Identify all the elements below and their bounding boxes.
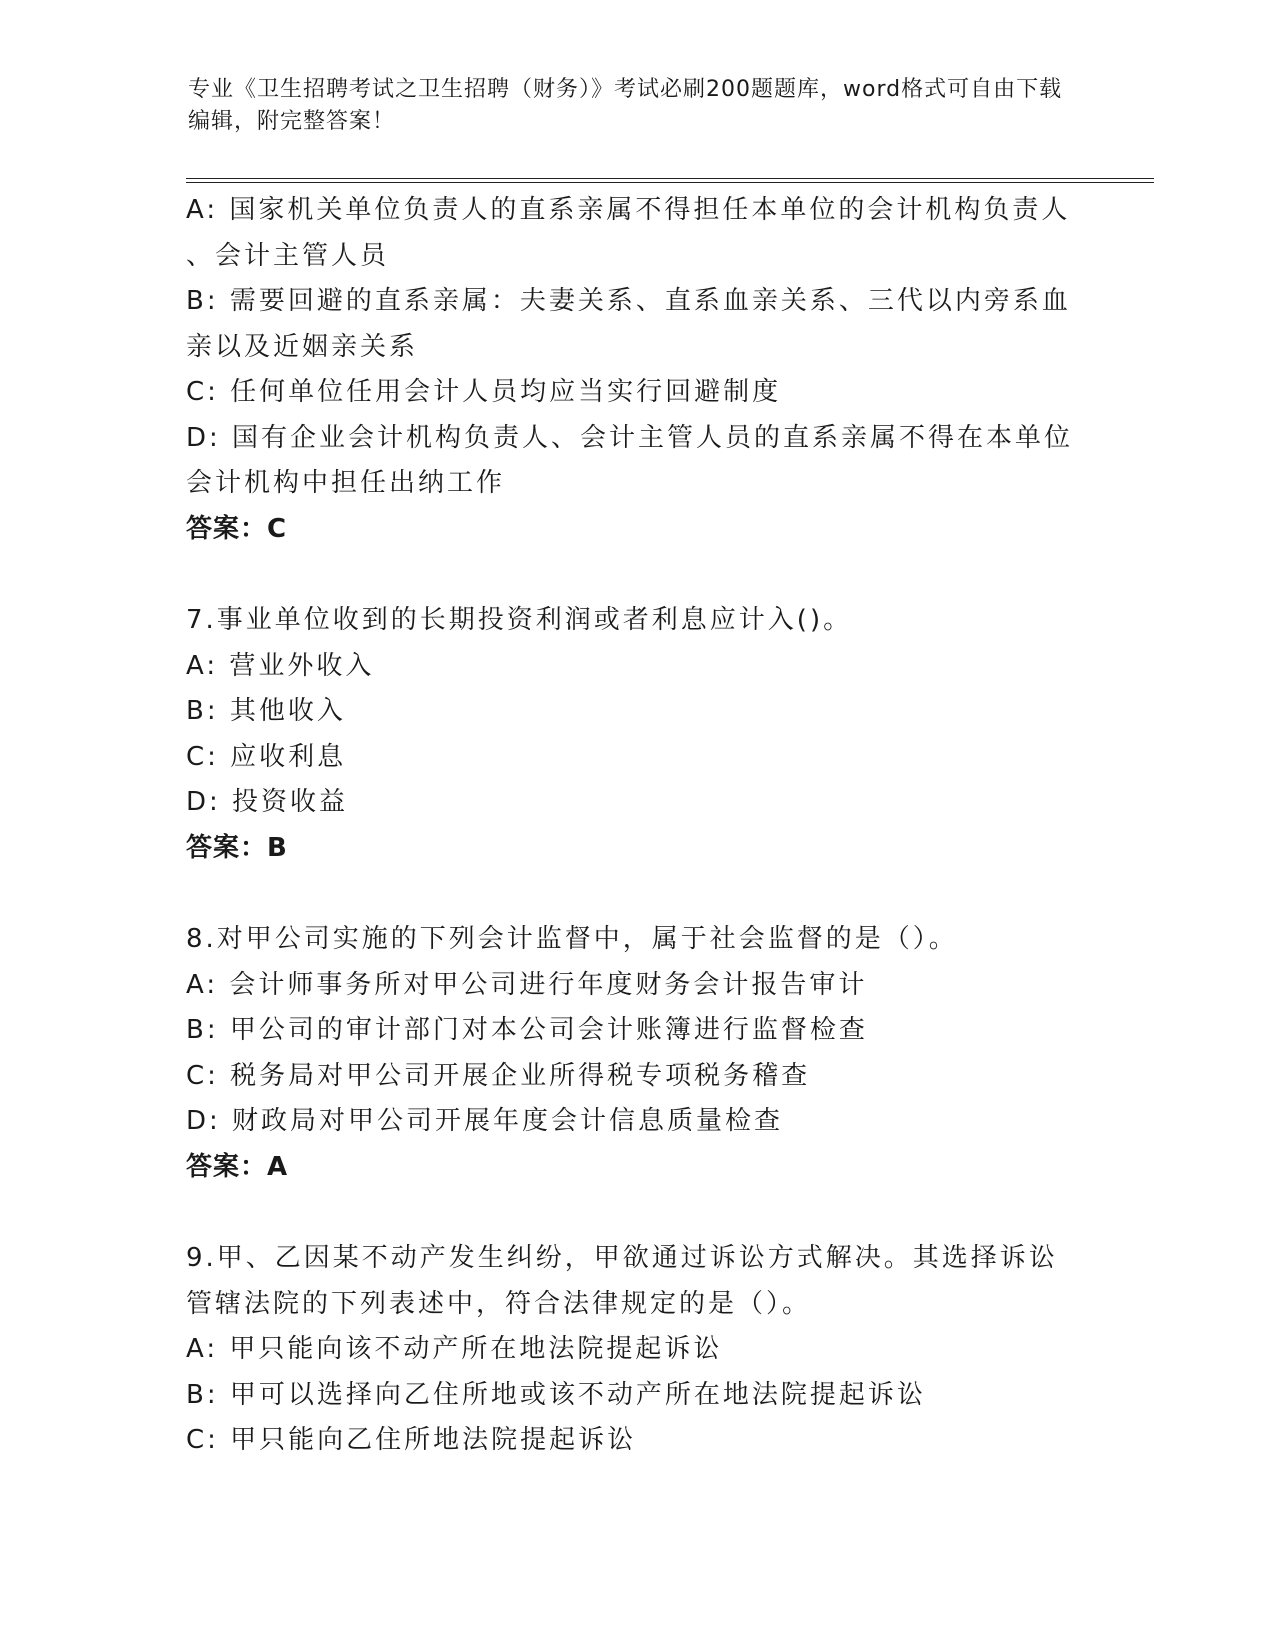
option-d-line-2: 会计机构中担任出纳工作: [186, 468, 506, 498]
option-a: A: 会计师事务所对甲公司进行年度财务会计报告审计: [186, 969, 868, 1000]
question-block-8: [186, 917, 1086, 1190]
option-a-line-2: 、会计主管人员: [186, 240, 390, 271]
question-stem: 7.事业单位收到的长期投资利润或者利息应计入()。: [186, 605, 853, 635]
spacer: [186, 552, 1086, 598]
option-c: C: 任何单位任用会计人员均应当实行回避制度: [186, 377, 782, 407]
option-c: C: 甲只能向乙住所地法院提起诉讼: [186, 1425, 637, 1455]
spacer: [186, 1190, 1086, 1236]
option-d: D: 财政局对甲公司开展年度会计信息质量检查: [186, 1106, 784, 1136]
header-double-rule: [186, 178, 1154, 183]
answer-label: 答案：A: [186, 1151, 289, 1182]
option-c: C: 应收利息: [186, 741, 347, 772]
option-b: B: 其他收入: [186, 696, 346, 726]
option-b-line-2: 亲以及近姻亲关系: [186, 331, 419, 362]
spacer: [186, 871, 1086, 917]
option-b: B: 甲可以选择向乙住所地或该不动产所在地法院提起诉讼: [186, 1379, 926, 1410]
option-a: A: 营业外收入: [186, 650, 375, 681]
question-stem-line-1: 9.甲、乙因某不动产发生纠纷，甲欲通过诉讼方式解决。其选择诉讼: [186, 1243, 1058, 1273]
question-block-6: [186, 188, 1086, 552]
question-stem-line-2: 管辖法院的下列表述中，符合法律规定的是（）。: [186, 1288, 812, 1319]
option-b: B: 甲公司的审计部门对本公司会计账簿进行监督检查: [186, 1015, 868, 1045]
option-a-line-1: A: 国家机关单位负责人的直系亲属不得担任本单位的会计机构负责人: [186, 195, 1071, 225]
question-block-9: [186, 1236, 1086, 1464]
question-list: [186, 188, 1086, 1464]
question-stem: 8.对甲公司实施的下列会计监督中，属于社会监督的是（）。: [186, 924, 958, 954]
question-block-7: [186, 598, 1086, 871]
document-header: 专业《卫生招聘考试之卫生招聘（财务）》考试必刷200题题库，word格式可自由下载编辑，附完整答案！: [188, 77, 1063, 134]
option-b-line-1: B: 需要回避的直系亲属：夫妻关系、直系血亲关系、三代以内旁系血: [186, 286, 1071, 316]
option-c: C: 税务局对甲公司开展企业所得税专项税务稽查: [186, 1060, 811, 1091]
option-a: A: 甲只能向该不动产所在地法院提起诉讼: [186, 1334, 723, 1364]
answer-label: 答案：C: [186, 513, 288, 544]
option-d: D: 投资收益: [186, 787, 349, 817]
option-d-line-1: D: 国有企业会计机构负责人、会计主管人员的直系亲属不得在本单位: [186, 422, 1074, 453]
answer-label: 答案：B: [186, 832, 288, 863]
